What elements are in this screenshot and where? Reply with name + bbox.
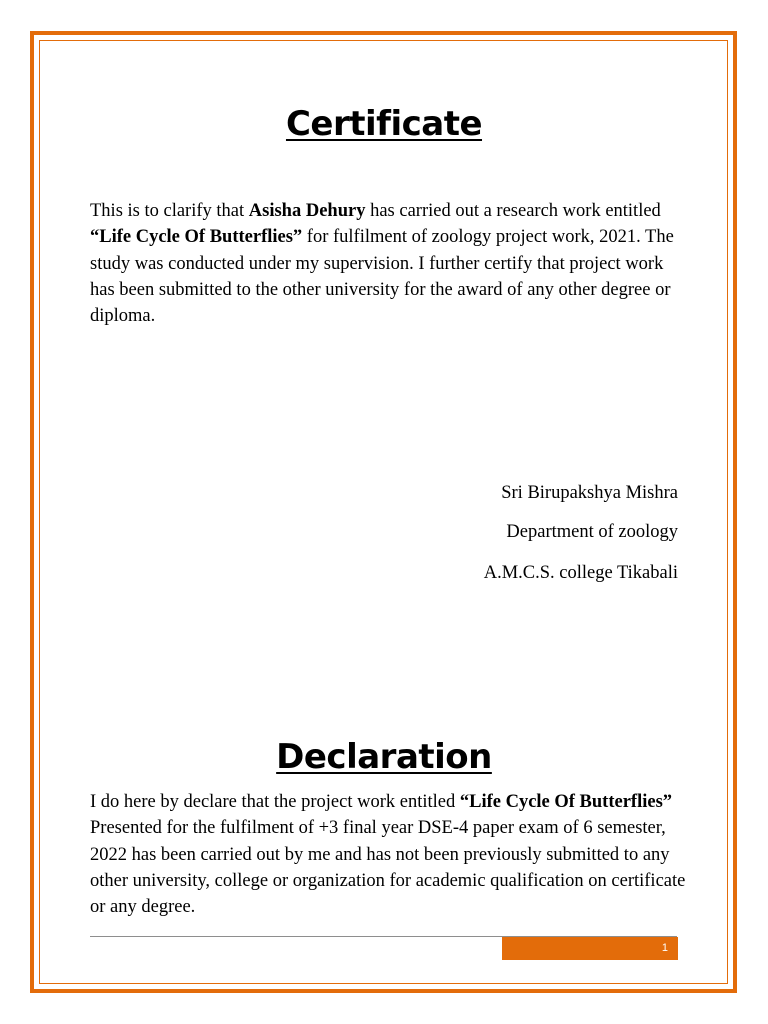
supervisor-department: Department of zoology (506, 522, 678, 542)
declaration-project-title: “Life Cycle Of Butterflies” (459, 792, 673, 812)
certificate-paragraph (90, 198, 690, 329)
supervisor-college: A.M.C.S. college Tikabali (483, 563, 678, 583)
declaration-paragraph (90, 789, 690, 920)
project-title: “Life Cycle Of Butterflies” (90, 227, 303, 248)
certificate-heading-text: Certificate (285, 104, 483, 144)
supervisor-name: Sri Birupakshya Mishra (501, 483, 678, 503)
certificate-text-3: for fulfilment of zoology project work, 2021. The study was conducted under my supervision. I further certify that project work has been submitted to the other university for the award of any other degree or diploma. (90, 227, 674, 327)
certificate-heading (0, 104, 768, 144)
declaration-heading-text: Declaration (276, 737, 492, 777)
student-name: Asisha Dehury (248, 201, 366, 221)
declaration-text-2: Presented for the fulfilment of +3 final year DSE-4 paper exam of 6 semester, 2022 has been carried out by me and has not been previously submitted to any other university, college or organization for academic qualification on certificate or any degree. (90, 818, 686, 918)
footer-page-bar (502, 937, 678, 960)
declaration-text-1: I do here by declare that the project work entitled (90, 792, 460, 812)
certificate-text-1: This is to clarify that (90, 201, 249, 221)
certificate-text-2: has carried out a research work entitled (365, 201, 661, 221)
declaration-heading (0, 737, 768, 777)
page-number: 1 (661, 942, 668, 954)
